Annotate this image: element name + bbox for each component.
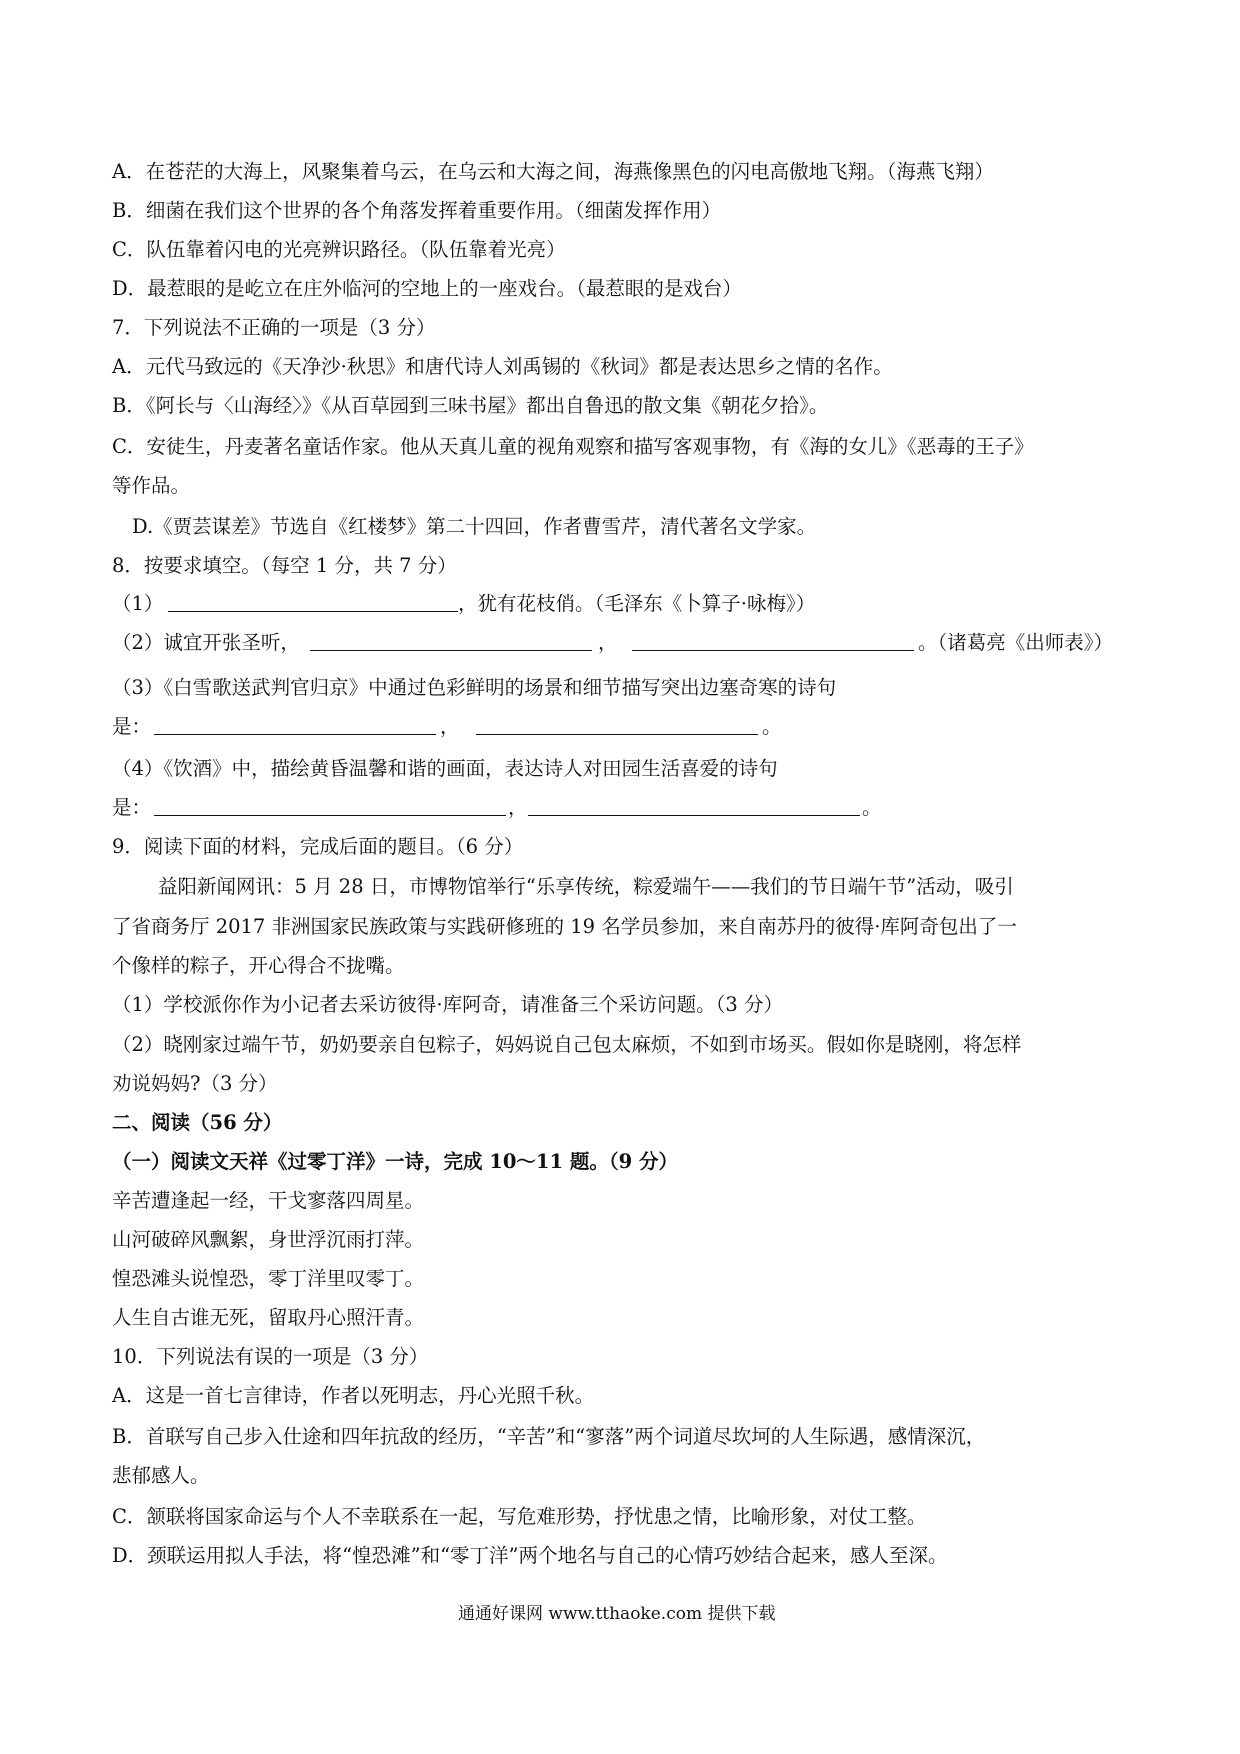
- q9-material-end: 个像样的粽子，开心得合不拢嘴。: [112, 954, 405, 977]
- subsection-heading: （一）阅读文天祥《过零丁洋》一诗，完成 10～11 题。（9 分）: [112, 1150, 678, 1173]
- q6-option-c: C．队伍靠着闪电的光亮辨识路径。（队伍靠着光亮）: [112, 238, 566, 261]
- q9-stem: 9．阅读下面的材料，完成后面的题目。（6 分）: [112, 835, 524, 858]
- q8-part-3-answer: 是： ， 。: [0, 707, 1240, 747]
- q8-part-4-answer: 是： ， 。: [0, 788, 1240, 828]
- q10-option-c: C．颔联将国家命运与个人不幸联系在一起，写危难形势，抒忧患之情，比喻形象，对仗工整。: [112, 1505, 927, 1528]
- q6-option-a: A．在苍茫的大海上，风聚集着乌云，在乌云和大海之间，海燕像黑色的闪电高傲地飞翔。（海燕飞翔）: [112, 160, 994, 183]
- answer-blank[interactable]: [168, 584, 458, 612]
- q8-part-2: （2）诚宜开张圣听， ， 。（诸葛亮《出师表》）: [0, 623, 1240, 663]
- q7-option-c: C．安徒生，丹麦著名童话作家。他从天真儿童的视角观察和描写客观事物，有《海的女儿》《恶毒的王子》: [112, 435, 1034, 458]
- answer-blank[interactable]: [154, 707, 436, 735]
- q7-option-c-cont: 等作品。: [112, 474, 191, 497]
- q10-option-b-cont: 悲郁感人。: [112, 1464, 210, 1487]
- q6-option-b: B．细菌在我们这个世界的各个角落发挥着重要作用。（细菌发挥作用）: [112, 199, 722, 222]
- q10-option-a: A．这是一首七言律诗，作者以死明志，丹心光照千秋。: [112, 1384, 595, 1407]
- q8-part-4: （4）《饮酒》中，描绘黄昏温馨和谐的画面，表达诗人对田园生活喜爱的诗句: [112, 757, 778, 780]
- q9-material: 益阳新闻网讯：5 月 28 日，市博物馆举行“乐享传统，粽爱端午——我们的节日端午节”活动，吸引: [158, 875, 1014, 898]
- q8-stem: 8．按要求填空。（每空 1 分，共 7 分）: [112, 554, 457, 577]
- q9-sub-2: （2）晓刚家过端午节，奶奶要亲自包粽子，妈妈说自己包太麻烦，不如到市场买。假如你是晓刚，将怎样: [112, 1033, 1022, 1056]
- q6-option-d: D．最惹眼的是屹立在庄外临河的空地上的一座戏台。（最惹眼的是戏台）: [112, 277, 742, 300]
- q8-part-3: （3）《白雪歌送武判官归京》中通过色彩鲜明的场景和细节描写突出边塞奇寒的诗句: [112, 676, 837, 699]
- q7-stem: 7．下列说法不正确的一项是（3 分）: [112, 316, 436, 339]
- section-heading: 二、阅读（56 分）: [112, 1111, 283, 1134]
- q7-option-a: A．元代马致远的《天净沙·秋思》和唐代诗人刘禹锡的《秋词》都是表达思乡之情的名作。: [112, 355, 893, 378]
- q10-stem: 10．下列说法有误的一项是（3 分）: [112, 1345, 429, 1368]
- answer-blank[interactable]: [154, 788, 506, 816]
- page-footer: 通通好课网 www.tthaoke.com 提供下载: [458, 1604, 776, 1624]
- q10-option-b: B．首联写自己步入仕途和四年抗敌的经历，“辛苦”和“寥落”两个词道尽坎坷的人生际遇，感情深沉，: [112, 1425, 986, 1448]
- poem-line: 辛苦遭逢起一经，干戈寥落四周星。: [112, 1189, 425, 1212]
- q8-part-1: （1） ，犹有花枝俏。（毛泽东《卜算子·咏梅》）: [0, 584, 1240, 624]
- q7-option-d: D.《贾芸谋差》节选自《红楼梦》第二十四回，作者曹雪芹，清代著名文学家。: [132, 515, 817, 538]
- q10-option-d: D．颈联运用拟人手法，将“惶恐滩”和“零丁洋”两个地名与自己的心情巧妙结合起来，感人至深。: [112, 1544, 948, 1567]
- q9-sub-2-cont: 劝说妈妈?（3 分）: [112, 1072, 278, 1095]
- q9-sub-1: （1）学校派你作为小记者去采访彼得·库阿奇，请准备三个采访问题。（3 分）: [112, 993, 783, 1016]
- poem-line: 惶恐滩头说惶恐，零丁洋里叹零丁。: [112, 1267, 425, 1290]
- answer-blank[interactable]: [476, 707, 758, 735]
- answer-blank[interactable]: [310, 623, 592, 651]
- q7-option-b: B．《阿长与〈山海经〉》《从百草园到三味书屋》都出自鲁迅的散文集《朝花夕拾》。: [112, 394, 829, 417]
- answer-blank[interactable]: [528, 788, 860, 816]
- q9-material-cont: 了省商务厅 2017 非洲国家民族政策与实践研修班的 19 名学员参加，来自南苏丹的彼得·库阿奇包出了一: [112, 915, 1017, 938]
- answer-blank[interactable]: [632, 623, 914, 651]
- poem-line: 人生自古谁无死，留取丹心照汗青。: [112, 1306, 425, 1329]
- poem-line: 山河破碎风飘絮，身世浮沉雨打萍。: [112, 1228, 425, 1251]
